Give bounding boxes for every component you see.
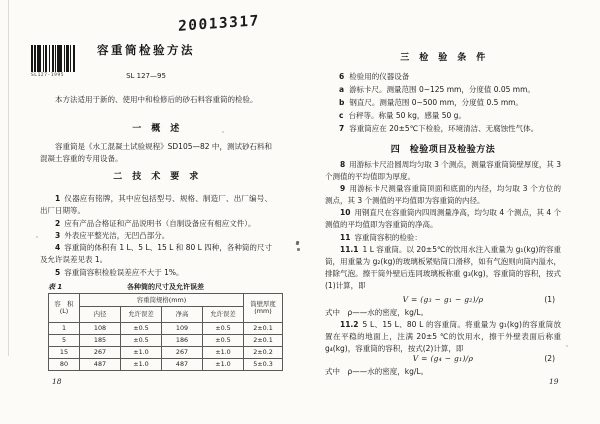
item-6-number: 6	[339, 72, 345, 81]
item-6a-text: 游标卡尺。测量范围 0~125 mm，分度值 0.05 mm。	[349, 85, 535, 94]
item-3-text: 外表应平整光洁，无凹凸部分。	[64, 230, 170, 240]
item-9-text: 用游标卡尺测量容重筒顶面和底面的内径，均匀取 3 个方位的测点，其 3 个测值的平均值即为容重筒的内径。	[325, 184, 561, 206]
item-6b-letter: b	[339, 98, 345, 107]
section-1-text: 容重筒是《水工混凝土试验规程》SD105—82 中，测试砂石料和混凝土容重的专用设备。	[40, 142, 272, 164]
scan-speckle	[36, 236, 38, 238]
item-6	[325, 70, 561, 83]
header-volume	[49, 294, 80, 323]
standard-number: SL 127—95	[126, 72, 166, 80]
item-6a-letter: a	[339, 85, 345, 94]
intro-paragraph	[40, 94, 272, 106]
cell: 186	[162, 335, 203, 347]
scan-speckle	[566, 345, 568, 347]
table-row	[49, 323, 283, 335]
cell: 5	[49, 335, 80, 347]
formula-1-expression: V = (g₃ − g₁ − g₂)/ρ	[402, 295, 484, 304]
cell: ±0.5	[203, 335, 244, 347]
item-7-number: 7	[339, 124, 345, 133]
document-title: 容重筒检验方法	[97, 43, 195, 57]
item-9	[325, 183, 561, 207]
formula-2	[325, 354, 561, 363]
cell: ±1.0	[203, 359, 244, 371]
cell: 1	[49, 323, 80, 335]
item-7-text: 容重筒应在 20±5℃下检验，环境清洁、无腐蚀性气体。	[349, 124, 539, 133]
item-7	[325, 122, 561, 135]
header-wall	[244, 294, 283, 323]
item-2-text: 应有产品合格证和产品说明书（自制设备应有相应文件）。	[64, 218, 256, 228]
formula-2-number: (2)	[544, 354, 555, 363]
formula-1-note: 式中 ρ——水的密度，kg/L。	[325, 308, 429, 317]
item-8-number: 8	[340, 160, 346, 169]
item-3	[40, 230, 272, 242]
item-11-2-number: 11.2	[340, 320, 359, 329]
table-row	[49, 347, 283, 359]
item-11-2	[325, 319, 561, 355]
section-2-heading: 二 技 术 要 求	[113, 172, 199, 182]
cell: 108	[80, 323, 121, 335]
item-11-text: 容重筒容积的检验：	[354, 232, 422, 242]
item-4-number: 4	[55, 243, 61, 253]
cell: 15	[49, 347, 80, 359]
cell: 2±0.2	[244, 347, 283, 359]
cell: ±0.5	[203, 323, 244, 335]
item-11-1	[325, 244, 561, 292]
item-11-1-text: 1 L 容重筒。以 20±5℃的饮用水注入重量为 g₁(kg)的容重筒，用重量为 g₂(kg)的玻璃板紧贴筒口滑移，如有气泡则向筒内溢水，排除气泡。擦干筒外壁后连同玻璃板称重 g₃(kg)，容重筒的容积，按式(1)计算，即	[325, 244, 561, 290]
section-3-heading: 三 检 验 条 件	[400, 53, 486, 63]
cell: 80	[49, 359, 80, 371]
item-11-number: 11	[340, 232, 351, 242]
header-tolerance-2: 允许误差	[203, 307, 244, 323]
item-4	[40, 242, 272, 267]
spine-smudge	[296, 241, 300, 246]
item-11-2-text: 5 L、15 L、80 L 的容重筒。将重量为 g₁(kg)的容重筒放置在平稳的地面上，注满 20±5 ℃的饮用水，擦干外壁表面后称重 g₄(kg)，容重筒的容积，按式(2)计算，即	[325, 320, 561, 354]
cell: 185	[80, 335, 121, 347]
item-4-text: 容重筒的体积有 1 L、5 L、15 L 和 80 L 四种，各种筒的尺寸及允许误差见表 1。	[40, 243, 272, 265]
section-4-heading: 四 检验项目及检验方法	[390, 145, 496, 155]
item-5-number: 5	[55, 267, 61, 277]
item-11	[325, 232, 561, 244]
table-row	[49, 335, 283, 347]
table-row	[49, 359, 283, 371]
cell: 2±0.1	[244, 323, 283, 335]
formula-2-note: 式中 ρ——水的密度，kg/L。	[325, 367, 429, 376]
item-2-number: 2	[55, 218, 61, 228]
cell: ±0.5	[121, 335, 162, 347]
header-wall-label: 筒壁厚度	[250, 300, 276, 308]
item-11-2-paragraph	[325, 319, 561, 355]
item-6c-letter: c	[339, 111, 344, 120]
header-wall-unit: (mm)	[254, 307, 272, 315]
item-10-text: 用钢直尺在容重筒内四周测量净高，均匀取 4 个测点，其 4 个测值的平均值即为容重筒的净高。	[325, 208, 562, 230]
left-page-number: 18	[52, 377, 62, 386]
item-6c-text: 台秤等。称量 50 kg，感量 50 g。	[348, 111, 466, 120]
formula-2-expression: V = (g₄ − g₁)/ρ	[412, 354, 474, 363]
item-8	[325, 159, 561, 183]
cylinder-dimensions-table	[48, 293, 283, 371]
cell: ±1.0	[121, 347, 162, 359]
cell: 487	[80, 359, 121, 371]
barcode-label: SL127-1995	[31, 73, 65, 78]
formula-1	[325, 295, 561, 304]
spine-smudge	[297, 248, 300, 251]
formula-1-number: (1)	[544, 295, 555, 304]
cell: 2±0.1	[244, 335, 283, 347]
item-1-number: 1	[55, 194, 61, 203]
item-6c	[325, 109, 561, 122]
handwritten-accession-number: 20013317	[178, 13, 260, 35]
item-3-number: 3	[55, 230, 61, 240]
intro-text: 本方法适用于新的、使用中和检修后的砂石料容重筒的检验。	[55, 95, 258, 104]
cell: 267	[162, 347, 203, 359]
item-8-text: 用游标卡尺沿圆周均匀取 3 个测点，测量容重筒筒壁厚度，其 3 个测值的平均值即为厚度。	[325, 160, 561, 182]
item-6b	[325, 96, 561, 109]
item-5-text: 容重筒容积检验误差应不大于 1%。	[64, 267, 184, 277]
cell: ±0.5	[121, 323, 162, 335]
item-1-text: 仪器应有铭牌，其中应包括型号、规格、制造厂、出厂编号、出厂日期等。	[40, 194, 272, 216]
item-9-number: 9	[340, 184, 346, 194]
section-1-heading: 一 概 述	[132, 124, 180, 134]
inspection-conditions-list	[325, 70, 561, 135]
item-6-text: 检验用的仪器设备	[349, 72, 410, 81]
header-inner-diameter: 内径	[80, 307, 121, 323]
technical-requirements-list	[40, 193, 272, 279]
cell: 487	[162, 359, 203, 371]
item-6b-text: 钢直尺。测量范围 0~500 mm，分度值 0.5 mm。	[349, 98, 523, 107]
item-1	[40, 193, 272, 218]
cell: 5±0.3	[244, 359, 283, 371]
header-net-height: 净高	[162, 307, 203, 323]
header-spec-span: 容重筒规格(mm)	[80, 294, 244, 307]
cell: 109	[162, 323, 203, 335]
item-6a	[325, 83, 561, 96]
cell: ±1.0	[121, 359, 162, 371]
item-11-1-number: 11.1	[340, 244, 359, 254]
header-volume-unit: (L)	[59, 307, 69, 315]
page-edge-line	[8, 0, 9, 356]
cell: ±1.0	[203, 347, 244, 359]
item-10-number: 10	[340, 208, 351, 218]
table-caption	[48, 282, 283, 292]
table-header-row-1	[49, 294, 283, 307]
item-10	[325, 207, 561, 231]
item-5	[40, 267, 272, 279]
inspection-methods-paragraphs	[325, 159, 561, 292]
table-title: 各种筒的尺寸及允许误差	[127, 283, 204, 291]
right-page-number: 19	[549, 377, 559, 386]
header-tolerance-1: 允许误差	[121, 307, 162, 323]
section-1-paragraph	[40, 141, 272, 166]
item-2	[40, 218, 272, 230]
table-label: 表 1	[48, 283, 63, 291]
cell: 267	[80, 347, 121, 359]
header-volume-label: 容 积	[54, 300, 74, 308]
